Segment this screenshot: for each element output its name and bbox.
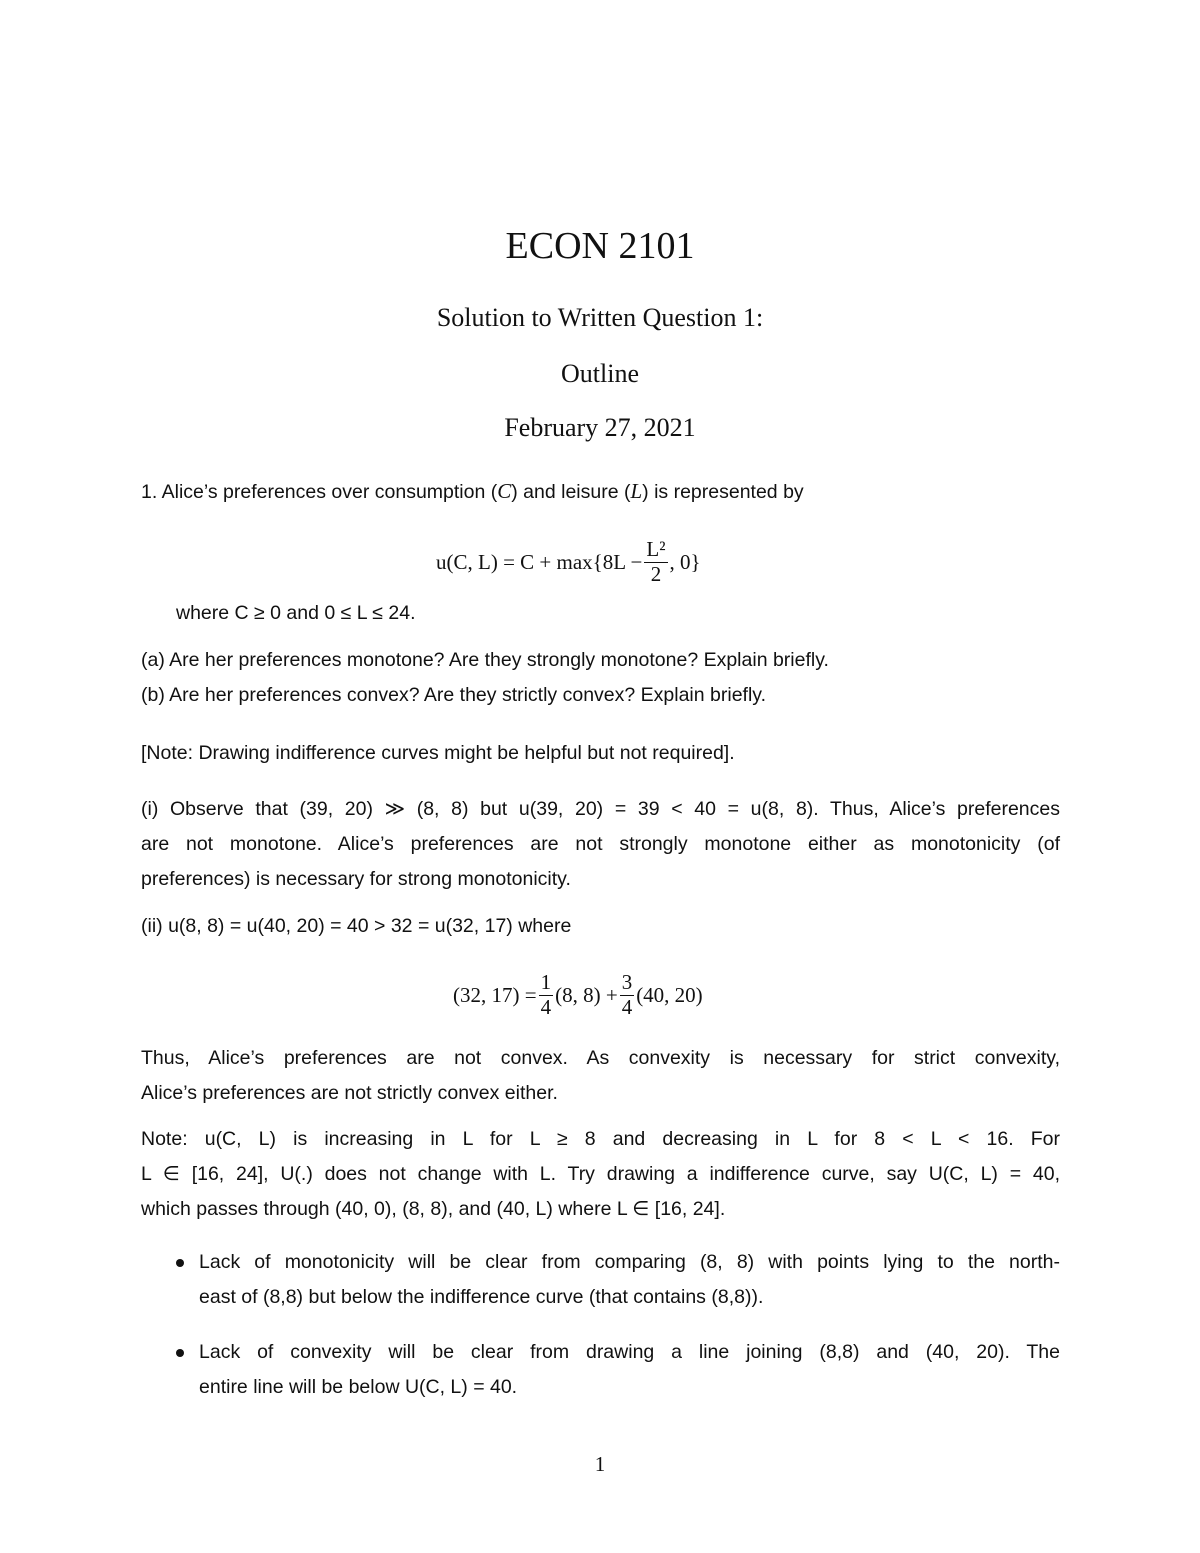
equation-fraction <box>620 971 635 1018</box>
convex-combination-equation <box>453 966 703 1024</box>
question-note: [Note: Drawing indifference curves might be helpful but not required]. <box>141 742 735 764</box>
equation-rhs: (40, 20) <box>636 982 703 1007</box>
page-number: 1 <box>594 1452 606 1476</box>
note-line: Note: u(C, L) is increasing in L for L ≥ 8 and decreasing in L for 8 < L < 16. For <box>141 1128 1060 1150</box>
domain-condition: where C ≥ 0 and 0 ≤ L ≤ 24. <box>176 602 416 624</box>
solution-i-line: are not monotone. Alice’s preferences are not strongly monotone either as monotonicity (of <box>141 833 1060 855</box>
note-line: L ∈ [16, 24], U(.) does not change with L. Try drawing a indifference curve, say U(C, L) = 40, <box>141 1163 1060 1185</box>
outline-heading: Outline <box>561 359 639 388</box>
question-part-b: (b) Are her preferences convex? Are they strictly convex? Explain briefly. <box>141 684 767 706</box>
utility-equation <box>436 532 701 592</box>
bullet-item-line: Lack of convexity will be clear from drawing a line joining (8,8) and (40, 20). The <box>199 1341 1060 1363</box>
equation-lhs: (32, 17) = <box>453 982 537 1007</box>
math-symbol-l: L <box>630 479 643 503</box>
bullet-icon <box>176 1349 184 1357</box>
equation-lhs: u(C, L) = C + max{8L − <box>436 549 643 574</box>
document-subtitle: Solution to Written Question 1: <box>436 303 764 332</box>
bullet-item-line: entire line will be below U(C, L) = 40. <box>199 1376 518 1398</box>
fraction-denominator: 2 <box>650 561 662 586</box>
solution-ii-line: (ii) u(8, 8) = u(40, 20) = 40 > 32 = u(32, 17) where <box>141 915 572 937</box>
document-date: February 27, 2021 <box>504 413 696 442</box>
fraction-numerator: 1 <box>540 970 552 995</box>
question-intro <box>141 474 804 510</box>
course-title: ECON 2101 <box>505 225 695 267</box>
question-intro-part: 1. Alice’s preferences over consumption ( <box>141 481 498 503</box>
fraction-numerator: 3 <box>621 970 633 995</box>
question-intro-part: ) and leisure ( <box>511 481 631 503</box>
note-line: which passes through (40, 0), (8, 8), and (40, L) where L ∈ [16, 24]. <box>141 1198 726 1220</box>
solution-i-line: (i) Observe that (39, 20) ≫ (8, 8) but u(39, 20) = 39 < 40 = u(8, 8). Thus, Alice’s preferences <box>141 798 1060 820</box>
solution-ii-line: Alice’s preferences are not strictly convex either. <box>141 1082 558 1104</box>
fraction-denominator: 4 <box>540 994 552 1019</box>
equation-fraction <box>644 538 667 585</box>
bullet-icon <box>176 1259 184 1267</box>
math-symbol-c: C <box>497 479 512 503</box>
question-part-a: (a) Are her preferences monotone? Are they strongly monotone? Explain briefly. <box>141 649 829 671</box>
bullet-item-line: Lack of monotonicity will be clear from comparing (8, 8) with points lying to the north- <box>199 1251 1060 1273</box>
solution-ii-line: Thus, Alice’s preferences are not convex. As convexity is necessary for strict convexity, <box>141 1047 1060 1069</box>
fraction-denominator: 4 <box>621 994 633 1019</box>
solution-i-line: preferences) is necessary for strong monotonicity. <box>141 868 571 890</box>
equation-rhs: , 0} <box>669 549 701 574</box>
fraction-numerator: L² <box>646 537 666 562</box>
equation-fraction <box>539 971 554 1018</box>
bullet-item-line: east of (8,8) but below the indifference curve (that contains (8,8)). <box>199 1286 764 1308</box>
question-intro-part: ) is represented by <box>642 481 804 503</box>
equation-middle: (8, 8) + <box>555 982 618 1007</box>
